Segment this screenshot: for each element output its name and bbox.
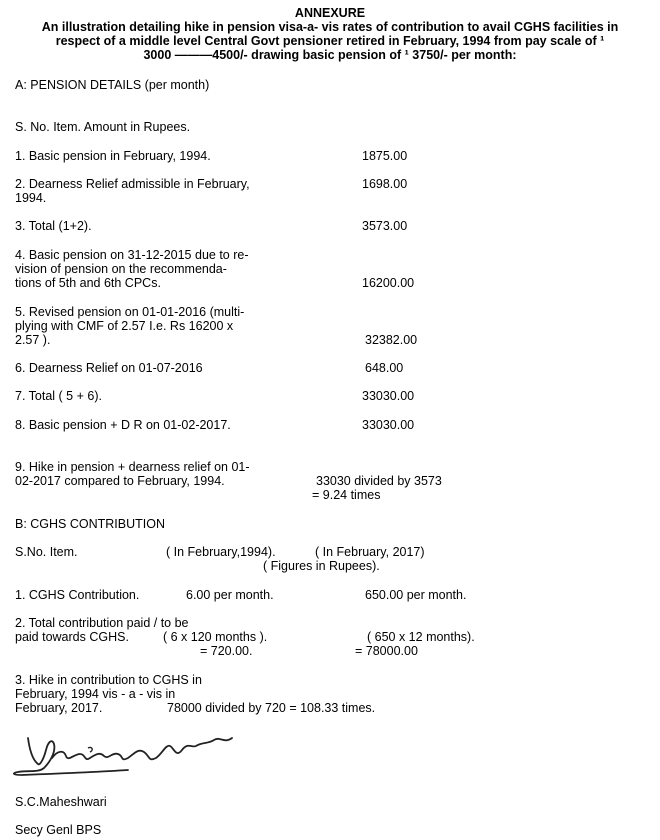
cghs-row-2-label: 2. Total contribution paid / to be [15, 616, 189, 630]
handwritten-signature [8, 728, 240, 776]
row-1-label: 1. Basic pension in February, 1994. [15, 149, 211, 163]
row-5-amount: 32382.00 [365, 333, 418, 347]
row-6-amount: 648.00 [365, 361, 404, 375]
row-2-label-cont: 1994. [15, 191, 47, 205]
row-8-label: 8. Basic pension + D R on 01-02-2017. [15, 418, 231, 432]
row-5-label: 5. Revised pension on 01-01-2016 (multi- [15, 305, 245, 319]
section-b-heading: B: CGHS CONTRIBUTION [15, 517, 166, 531]
row-9-amount: 33030 divided by 3573 [316, 474, 442, 488]
section-a-heading: A: PENSION DETAILS (per month) [15, 78, 210, 92]
cghs-row-2-1994: ( 6 x 120 months ). [163, 630, 268, 644]
cghs-row-2-2017-result: = 78000.00 [355, 644, 418, 658]
section-b-col-1994: ( In February,1994). [166, 545, 276, 559]
row-2-amount: 1698.00 [362, 177, 408, 191]
row-4-label-cont: vision of pension on the recommenda- [15, 262, 227, 276]
subtitle-line-1: An illustration detailing hike in pension visa-a- vis rates of contribution to avail CGHS facilities in [41, 20, 619, 34]
row-9-label-cont: 02-2017 compared to February, 1994. [15, 474, 225, 488]
section-b-col-item: S.No. Item. [15, 545, 78, 559]
subtitle-line-2: respect of a middle level Central Govt pensioner retired in February, 1994 from pay scale of ¹ [55, 34, 605, 48]
row-3-amount: 3573.00 [362, 219, 408, 233]
row-4-label-cont-2: tions of 5th and 6th CPCs. [15, 276, 161, 290]
cghs-row-3-result: 78000 divided by 720 = 108.33 times. [167, 701, 376, 715]
cghs-row-3-label-cont: February, 1994 vis - a - vis in [15, 687, 176, 701]
row-2-label: 2. Dearness Relief admissible in February, [15, 177, 250, 191]
row-9-label: 9. Hike in pension + dearness relief on 01- [15, 460, 250, 474]
cghs-row-3-label-cont-2: February, 2017. [15, 701, 103, 715]
row-9-result: = 9.24 times [312, 488, 381, 502]
section-a-columns: S. No. Item. Amount in Rupees. [15, 120, 191, 134]
annexure-title: ANNEXURE [294, 6, 366, 20]
cghs-row-1-2017: 650.00 per month. [365, 588, 467, 602]
subtitle-line-3: 3000 ———4500/- drawing basic pension of ¹ 3750/- per month: [143, 48, 517, 62]
cghs-row-1-label: 1. CGHS Contribution. [15, 588, 140, 602]
signatory-designation: Secy Genl BPS [15, 823, 102, 837]
row-3-label: 3. Total (1+2). [15, 219, 92, 233]
row-4-label: 4. Basic pension on 31-12-2015 due to re- [15, 248, 249, 262]
cghs-row-1-1994: 6.00 per month. [186, 588, 274, 602]
row-6-label: 6. Dearness Relief on 01-07-2016 [15, 361, 203, 375]
row-7-label: 7. Total ( 5 + 6). [15, 389, 102, 403]
row-1-amount: 1875.00 [362, 149, 408, 163]
row-5-label-cont: plying with CMF of 2.57 I.e. Rs 16200 x [15, 319, 234, 333]
row-8-amount: 33030.00 [362, 418, 415, 432]
row-4-amount: 16200.00 [362, 276, 415, 290]
row-7-amount: 33030.00 [362, 389, 415, 403]
section-b-col-2017: ( In February, 2017) [315, 545, 425, 559]
section-b-col-note: ( Figures in Rupees). [263, 559, 380, 573]
cghs-row-3-label: 3. Hike in contribution to CGHS in [15, 673, 202, 687]
cghs-row-2-1994-result: = 720.00. [200, 644, 253, 658]
signatory-name: S.C.Maheshwari [15, 795, 107, 809]
cghs-row-2-label-cont: paid towards CGHS. [15, 630, 129, 644]
cghs-row-2-2017: ( 650 x 12 months). [367, 630, 475, 644]
row-5-label-cont-2: 2.57 ). [15, 333, 51, 347]
